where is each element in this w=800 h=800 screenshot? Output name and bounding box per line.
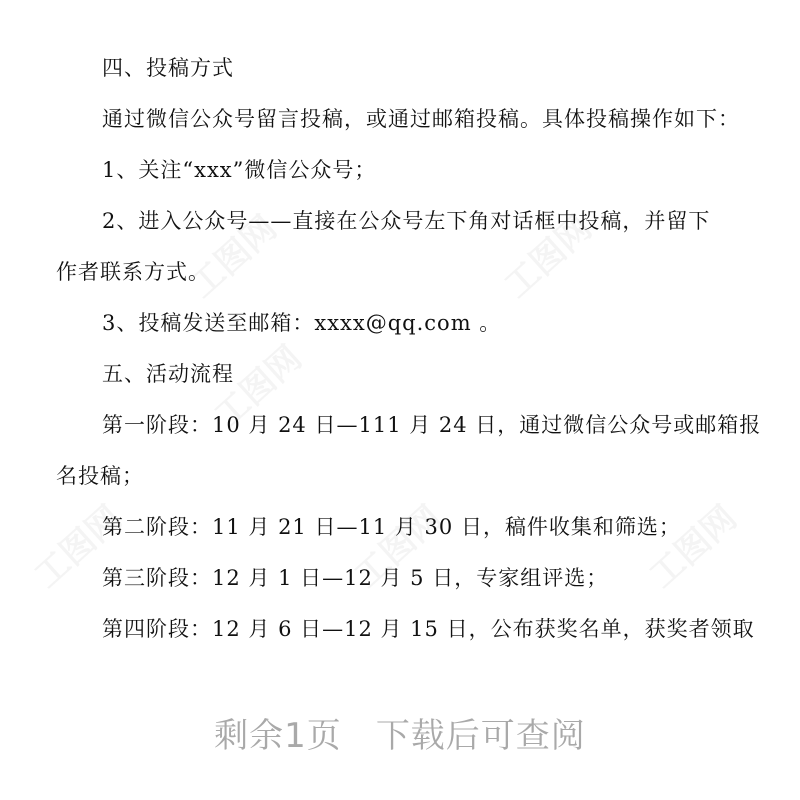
download-prompt[interactable] bbox=[0, 708, 800, 757]
section-heading: 四、投稿方式 bbox=[102, 56, 234, 80]
list-item: 1、关注“xxx”微信公众号； bbox=[102, 158, 377, 182]
schedule-line: 第四阶段：12 月 6 日—12 月 15 日，公布获奖名单，获奖者领取 bbox=[102, 617, 755, 641]
watermark-logo: 工图网 bbox=[207, 338, 310, 437]
schedule-line-continuation: 名投稿； bbox=[56, 464, 144, 488]
paragraph-line: 通过微信公众号留言投稿，或通过邮箱投稿。具体投稿操作如下： bbox=[102, 107, 740, 131]
schedule-line: 第三阶段：12 月 1 日—12 月 5 日，专家组评选； bbox=[102, 566, 609, 590]
remaining-pages-text: 剩余1页 bbox=[214, 716, 342, 756]
schedule-line: 第二阶段：11 月 21 日—11 月 30 日，稿件收集和筛选； bbox=[102, 515, 681, 539]
schedule-line: 第一阶段：10 月 24 日—111 月 24 日，通过微信公众号或邮箱报 bbox=[102, 413, 762, 437]
watermark-logo: 工图网 bbox=[182, 208, 285, 307]
list-item-continuation: 作者联系方式。 bbox=[56, 260, 210, 284]
watermark-logo: 工图网 bbox=[27, 498, 130, 597]
list-item: 3、投稿发送至邮箱：xxxx@qq.com 。 bbox=[102, 311, 502, 335]
section-heading: 五、活动流程 bbox=[102, 362, 234, 386]
list-item: 2、进入公众号——直接在公众号左下角对话框中投稿，并留下 bbox=[102, 209, 711, 233]
watermark-logo: 工图网 bbox=[497, 208, 600, 307]
watermark-logo: 工图网 bbox=[642, 498, 745, 597]
watermark-logo: 工图网 bbox=[347, 498, 450, 597]
download-to-view-text: 下载后可查阅 bbox=[375, 716, 586, 756]
